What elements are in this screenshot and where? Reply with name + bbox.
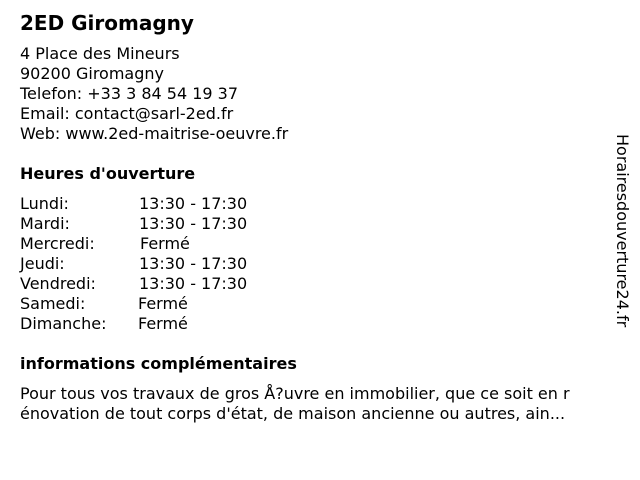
- time-value: 13:30 - 17:30: [139, 254, 248, 273]
- site-watermark: Horairesdouverture24.fr: [613, 134, 632, 328]
- description-line-1: Pour tous vos travaux de gros Å?uvre en immobilier, que ce soit en r: [20, 384, 570, 403]
- description-line-2: énovation de tout corps d'état, de maison ancienne ou autres, ain...: [20, 404, 566, 423]
- time-value: 13:30 - 17:30: [139, 274, 248, 293]
- address-street: 4 Place des Mineurs: [20, 44, 180, 63]
- description-text: [20, 384, 620, 424]
- address-city: 90200 Giromagny: [20, 64, 164, 83]
- time-value: 13:30 - 17:30: [139, 194, 248, 213]
- day-label: Samedi:: [20, 294, 86, 313]
- day-label: Vendredi:: [20, 274, 96, 293]
- time-value: 13:30 - 17:30: [139, 214, 248, 233]
- time-value: Fermé: [138, 314, 188, 333]
- time-value: Fermé: [140, 234, 190, 253]
- day-label: Mardi:: [20, 214, 70, 233]
- info-heading: informations complémentaires: [20, 354, 297, 373]
- email-line: Email: contact@sarl-2ed.fr: [20, 104, 234, 123]
- day-label: Dimanche:: [20, 314, 107, 333]
- business-name: 2ED Giromagny: [20, 11, 194, 35]
- hours-heading: Heures d'ouverture: [20, 164, 196, 183]
- day-label: Mercredi:: [20, 234, 95, 253]
- day-label: Jeudi:: [20, 254, 65, 273]
- web-line: Web: www.2ed-maitrise-oeuvre.fr: [20, 124, 289, 143]
- time-value: Fermé: [138, 294, 188, 313]
- address-block: [20, 44, 288, 144]
- day-label: Lundi:: [20, 194, 69, 213]
- phone-line: Telefon: +33 3 84 54 19 37: [20, 84, 239, 103]
